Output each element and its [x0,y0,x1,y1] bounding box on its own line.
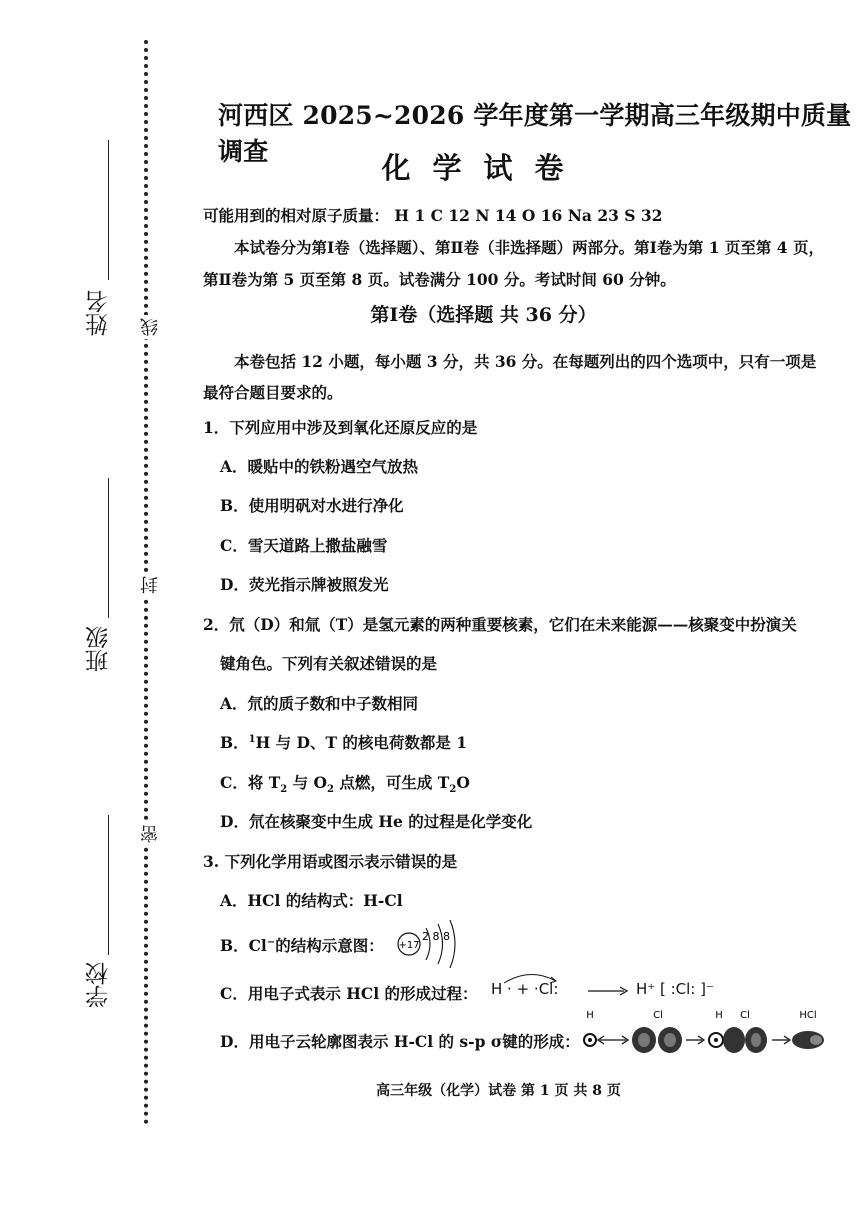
name-label: 姓名 [86,290,112,336]
chloride-ion-structure-diagram [396,916,468,972]
class-label: 班级 [86,626,112,672]
question-2-stem-1: 2．氘（D）和氚（T）是氢元素的两种重要核素，它们在未来能源——核聚变中扮演关 [203,615,797,634]
question-2-option-a: A．氘的质子数和中子数相同 [220,694,419,713]
section-description-2: 最符合题目要求的。 [203,383,343,402]
question-3-option-d: D．用电子云轮廓图表示 H-Cl 的 s-p σ键的形成： [220,1032,580,1051]
question-1-option-c: C．雪天道路上撒盐融雪 [220,536,388,555]
svg-text:H: H [586,1010,594,1021]
svg-text:Cl: Cl [740,1010,750,1021]
svg-text:H: H [715,1010,723,1021]
atomic-masses: 可能用到的相对原子质量： H 1 C 12 N 14 O 16 Na 23 S 32 [203,206,663,225]
seal-mi-char: 密 [138,822,164,846]
seal-line-char: 线 [138,315,164,339]
exam-subtitle: 化学试卷 [381,151,586,185]
page-footer: 高三年级（化学）试卷 第 1 页 共 8 页 [376,1083,621,1099]
svg-text:+17: +17 [398,940,420,951]
question-1-option-a: A．暖贴中的铁粉遇空气放热 [220,457,419,476]
question-1-option-d: D．荧光指示牌被照发光 [220,575,389,594]
intro-paragraph-1: 本试卷分为第Ⅰ卷（选择题）、第Ⅱ卷（非选择题）两部分。第Ⅰ卷为第 1 页至第 4 页， [234,238,824,257]
school-underline [108,815,109,955]
svg-text:HCl: HCl [799,1010,817,1021]
hcl-formation-right: H⁺ [ :Cl: ]⁻ [636,980,714,998]
svg-text:2 8 8: 2 8 8 [422,930,450,943]
seal-feng-char: 封 [138,573,164,597]
electron-transfer-arrow-icon [500,970,560,984]
question-3-stem: 3. 下列化学用语或图示表示错误的是 [203,852,458,871]
question-3-option-c: C．用电子式表示 HCl 的形成过程： [220,984,478,1003]
school-label: 学校 [86,962,112,1008]
question-3-option-a: A．HCl 的结构式：H-Cl [220,891,403,910]
exam-title: 河西区 2025~2026 学年度第一学期高三年级期中质量调查 [218,101,852,166]
electron-cloud-diagram [578,1008,840,1058]
question-2-option-d: D．氘在核聚变中生成 He 的过程是化学变化 [220,812,533,831]
question-2-option-b: B．$^1$H 与 D、T 的核电荷数都是 1 [220,733,468,752]
intro-paragraph-2: 第Ⅱ卷为第 5 页至第 8 页。试卷满分 100 分。考试时间 60 分钟。 [203,270,676,289]
section-description-1: 本卷包括 12 小题，每小题 3 分，共 36 分。在每题列出的四个选项中，只有一项是 [234,352,817,371]
question-3-option-b: B．Cl−的结构示意图： [220,936,384,955]
question-2-stem-2: 键角色。下列有关叙述错误的是 [220,654,438,673]
reaction-arrow-icon [586,983,630,997]
question-2-option-c: C．将 $T_2$ 与 $O_2$ 点燃，可生成 $T_2O$ [220,773,470,796]
class-underline [108,478,109,618]
section-heading: 第Ⅰ卷（选择题 共 36 分） [370,304,597,326]
svg-text:Cl: Cl [653,1010,663,1021]
hcl-formation-left: H · + ·Cl: [491,980,559,998]
question-1-option-b: B．使用明矾对水进行净化 [220,496,404,515]
question-1-stem: 1．下列应用中涉及到氧化还原反应的是 [203,418,478,437]
